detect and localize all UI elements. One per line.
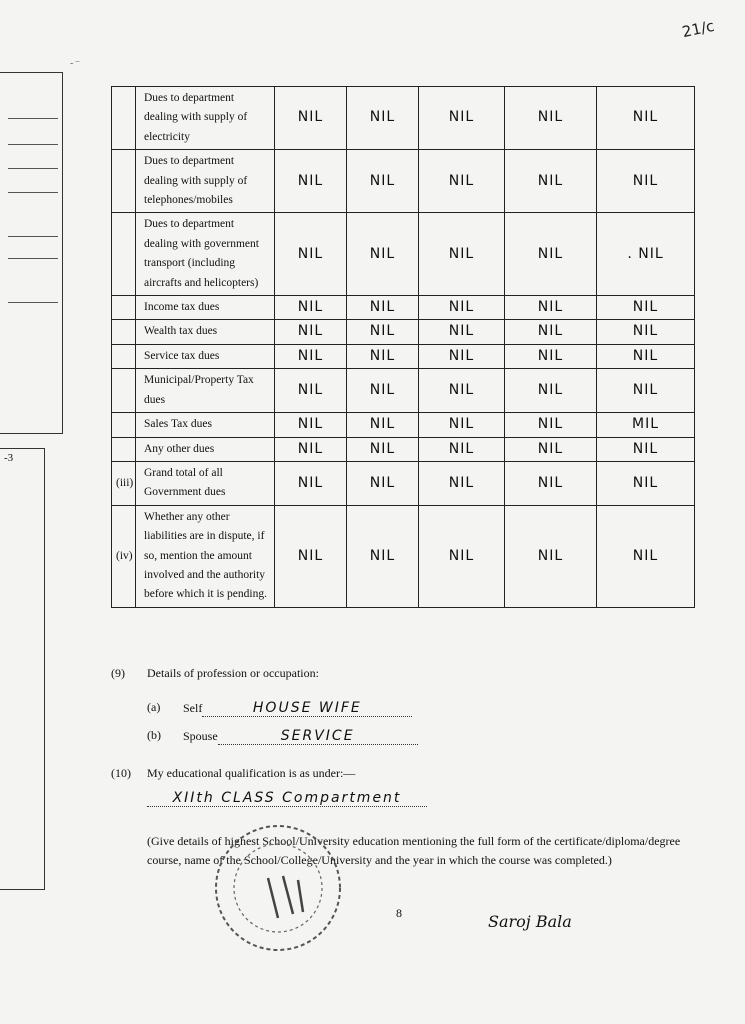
row-value: NIL bbox=[347, 369, 419, 413]
row-value: NIL bbox=[505, 320, 597, 344]
section-10-number: (10) bbox=[111, 766, 131, 780]
row-value: NIL bbox=[347, 213, 419, 296]
margin-line bbox=[8, 192, 58, 193]
qualification-field bbox=[147, 790, 427, 807]
row-value: NIL bbox=[505, 150, 597, 213]
margin-bleed-box-top bbox=[0, 72, 63, 434]
row-value: NIL bbox=[505, 344, 597, 368]
self-value: HOUSE WIFE bbox=[252, 700, 362, 716]
spouse-field bbox=[183, 728, 418, 745]
row-label: Grand total of all Government dues bbox=[136, 461, 275, 505]
row-value: MIL bbox=[597, 413, 695, 437]
dues-row bbox=[112, 344, 695, 368]
row-value: NIL bbox=[347, 505, 419, 607]
signature: Saroj Bala bbox=[488, 912, 572, 931]
row-value: . NIL bbox=[597, 213, 695, 296]
row-number bbox=[112, 369, 136, 413]
row-value: NIL bbox=[419, 87, 505, 150]
margin-line bbox=[8, 144, 58, 145]
row-value: NIL bbox=[597, 344, 695, 368]
row-value: NIL bbox=[275, 461, 347, 505]
row-value: NIL bbox=[275, 505, 347, 607]
row-value: NIL bbox=[347, 461, 419, 505]
row-value: NIL bbox=[505, 413, 597, 437]
government-dues-table bbox=[111, 86, 695, 608]
margin-fragment: -3 bbox=[4, 452, 14, 464]
row-number: (iii) bbox=[112, 461, 136, 505]
row-label: Dues to department dealing with supply of telephones/mobiles bbox=[136, 150, 275, 213]
row-value: NIL bbox=[275, 296, 347, 320]
row-value: NIL bbox=[275, 437, 347, 461]
row-value: NIL bbox=[347, 437, 419, 461]
row-value: NIL bbox=[597, 150, 695, 213]
row-value: NIL bbox=[419, 296, 505, 320]
dues-row bbox=[112, 413, 695, 437]
margin-line bbox=[8, 236, 58, 237]
spouse-value-line bbox=[218, 728, 418, 745]
spouse-value: SERVICE bbox=[280, 728, 355, 744]
row-label: Any other dues bbox=[136, 437, 275, 461]
row-value: NIL bbox=[347, 296, 419, 320]
row-value: NIL bbox=[597, 87, 695, 150]
row-label: Dues to department dealing with supply of electricity bbox=[136, 87, 275, 150]
dues-row bbox=[112, 87, 695, 150]
row-value: NIL bbox=[597, 296, 695, 320]
row-value: NIL bbox=[419, 150, 505, 213]
row-number bbox=[112, 87, 136, 150]
row-number bbox=[112, 213, 136, 296]
row-value: NIL bbox=[347, 413, 419, 437]
self-value-line bbox=[202, 700, 412, 717]
row-value: NIL bbox=[505, 369, 597, 413]
section-10-heading: My educational qualification is as under:— bbox=[147, 766, 356, 780]
qualification-note: (Give details of highest School/University education mentioning the full form of the certificate/diploma/degree course, name of the School/College/University and the year in which the course was completed.) bbox=[147, 834, 681, 867]
dues-row bbox=[112, 505, 695, 607]
page-corner-mark: 21/c bbox=[680, 16, 716, 42]
row-value: NIL bbox=[419, 213, 505, 296]
row-value: NIL bbox=[419, 461, 505, 505]
section-9-number: (9) bbox=[111, 666, 125, 680]
row-value: NIL bbox=[597, 505, 695, 607]
dues-row bbox=[112, 320, 695, 344]
dues-row bbox=[112, 296, 695, 320]
dues-row bbox=[112, 461, 695, 505]
row-value: NIL bbox=[347, 344, 419, 368]
row-label: Wealth tax dues bbox=[136, 320, 275, 344]
qualification-value: XIIth CLASS Compartment bbox=[172, 790, 402, 806]
row-label: Income tax dues bbox=[136, 296, 275, 320]
row-value: NIL bbox=[597, 320, 695, 344]
row-value: NIL bbox=[505, 505, 597, 607]
row-label: Sales Tax dues bbox=[136, 413, 275, 437]
row-value: NIL bbox=[347, 87, 419, 150]
dues-row bbox=[112, 150, 695, 213]
margin-line bbox=[8, 302, 58, 303]
self-field bbox=[183, 700, 412, 717]
row-value: NIL bbox=[419, 369, 505, 413]
office-seal-stamp bbox=[208, 818, 348, 958]
dues-row bbox=[112, 213, 695, 296]
row-value: NIL bbox=[505, 87, 597, 150]
row-value: NIL bbox=[505, 437, 597, 461]
scan-mark: ˜ ‾ bbox=[70, 62, 80, 73]
qualification-line bbox=[147, 790, 427, 807]
margin-line bbox=[8, 258, 58, 259]
row-value: NIL bbox=[505, 296, 597, 320]
row-value: NIL bbox=[419, 344, 505, 368]
page-number: 8 bbox=[396, 906, 402, 920]
row-label: Dues to department dealing with government transport (including aircrafts and helicopters) bbox=[136, 213, 275, 296]
row-value: NIL bbox=[419, 437, 505, 461]
dues-row bbox=[112, 437, 695, 461]
row-value: NIL bbox=[275, 320, 347, 344]
row-value: NIL bbox=[597, 369, 695, 413]
row-number bbox=[112, 150, 136, 213]
row-value: NIL bbox=[275, 87, 347, 150]
row-number bbox=[112, 413, 136, 437]
margin-bleed-box-bottom bbox=[0, 448, 45, 890]
row-value: NIL bbox=[275, 344, 347, 368]
row-value: NIL bbox=[419, 320, 505, 344]
row-value: NIL bbox=[597, 437, 695, 461]
row-value: NIL bbox=[275, 213, 347, 296]
row-value: NIL bbox=[597, 461, 695, 505]
row-number bbox=[112, 437, 136, 461]
margin-line bbox=[8, 168, 58, 169]
margin-line bbox=[8, 118, 58, 119]
row-value: NIL bbox=[347, 320, 419, 344]
row-value: NIL bbox=[275, 369, 347, 413]
row-number bbox=[112, 344, 136, 368]
row-value: NIL bbox=[347, 150, 419, 213]
row-value: NIL bbox=[419, 505, 505, 607]
self-label: (a) bbox=[147, 700, 161, 714]
row-label: Service tax dues bbox=[136, 344, 275, 368]
row-value: NIL bbox=[275, 150, 347, 213]
row-number bbox=[112, 320, 136, 344]
row-number bbox=[112, 296, 136, 320]
row-value: NIL bbox=[419, 413, 505, 437]
row-label: Municipal/Property Tax dues bbox=[136, 369, 275, 413]
self-text: Self bbox=[183, 701, 203, 715]
spouse-text: Spouse bbox=[183, 729, 218, 743]
section-9-heading: Details of profession or occupation: bbox=[147, 666, 319, 680]
row-value: NIL bbox=[505, 461, 597, 505]
row-number: (iv) bbox=[112, 505, 136, 607]
spouse-label: (b) bbox=[147, 728, 161, 742]
row-value: NIL bbox=[505, 213, 597, 296]
dues-row bbox=[112, 369, 695, 413]
row-value: NIL bbox=[275, 413, 347, 437]
row-label: Whether any other liabilities are in dispute, if so, mention the amount involved and the authority before which it is pending. bbox=[136, 505, 275, 607]
